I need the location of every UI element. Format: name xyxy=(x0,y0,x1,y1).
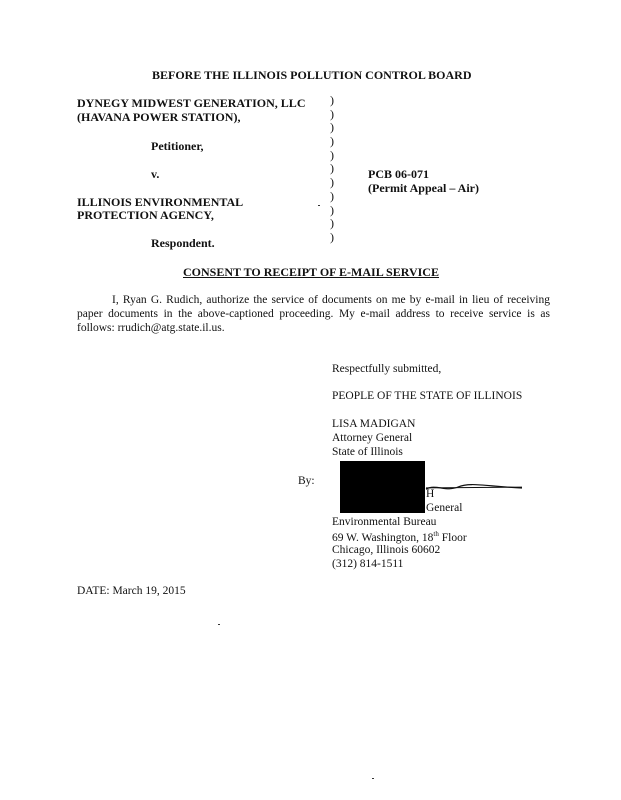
bureau-name: Environmental Bureau xyxy=(332,516,437,528)
petitioner-name-line1: DYNEGY MIDWEST GENERATION, LLC xyxy=(77,96,306,110)
scan-speck xyxy=(318,205,320,206)
versus-label: v. xyxy=(151,167,160,181)
petitioner-name-line2: (HAVANA POWER STATION), xyxy=(77,110,241,124)
paren: ) xyxy=(330,188,334,203)
attorney-general-name: LISA MADIGAN xyxy=(332,418,416,430)
paren: ) xyxy=(330,147,334,162)
case-type: (Permit Appeal – Air) xyxy=(368,181,479,195)
floor-suffix: th xyxy=(433,530,439,538)
attorney-general-state: State of Illinois xyxy=(332,446,403,458)
signer-title-fragment: General xyxy=(426,502,463,514)
paren: ) xyxy=(330,175,334,190)
closing-text: Respectfully submitted, xyxy=(332,363,442,375)
consent-title: CONSENT TO RECEIPT OF E-MAIL SERVICE xyxy=(183,265,439,279)
scan-speck xyxy=(372,778,374,779)
redaction-box xyxy=(340,461,425,513)
paren: ) xyxy=(330,93,334,107)
case-number: PCB 06-071 xyxy=(368,167,429,181)
paren: ) xyxy=(330,202,334,217)
paren: ) xyxy=(330,134,334,149)
paren: ) xyxy=(330,229,334,244)
respondent-label: Respondent. xyxy=(151,236,215,250)
attorney-general-title: Attorney General xyxy=(332,432,413,444)
by-label: By: xyxy=(298,475,315,487)
phone-number: (312) 814-1511 xyxy=(332,558,404,570)
bureau-address-street xyxy=(332,530,467,544)
signer-name-fragment: H xyxy=(426,488,435,500)
caption-divider xyxy=(330,94,340,245)
respondent-name-line1: ILLINOIS ENVIRONMENTAL xyxy=(77,195,244,209)
paren: ) xyxy=(330,161,334,176)
bureau-address-city: Chicago, Illinois 60602 xyxy=(332,544,441,556)
date-line: DATE: March 19, 2015 xyxy=(77,585,186,597)
petitioner-label: Petitioner, xyxy=(151,139,204,153)
respondent-name-line2: PROTECTION AGENCY, xyxy=(77,208,214,222)
street-text: 69 W. Washington, 18 xyxy=(332,531,434,544)
consent-body-text: I, Ryan G. Rudich, authorize the service of documents on me by e-mail in lieu of receiving paper documents in the above-captioned proceeding. My e-mail address to receive service is as follows: rrudich@atg.state.il.us. xyxy=(77,294,550,334)
paren: ) xyxy=(330,106,334,121)
party-name: PEOPLE OF THE STATE OF ILLINOIS xyxy=(332,390,523,402)
floor-text: Floor xyxy=(438,531,467,544)
consent-body xyxy=(77,293,550,335)
board-title: BEFORE THE ILLINOIS POLLUTION CONTROL BOARD xyxy=(152,68,472,82)
paren: ) xyxy=(330,216,334,231)
paren: ) xyxy=(330,120,334,135)
scan-speck xyxy=(218,624,220,625)
